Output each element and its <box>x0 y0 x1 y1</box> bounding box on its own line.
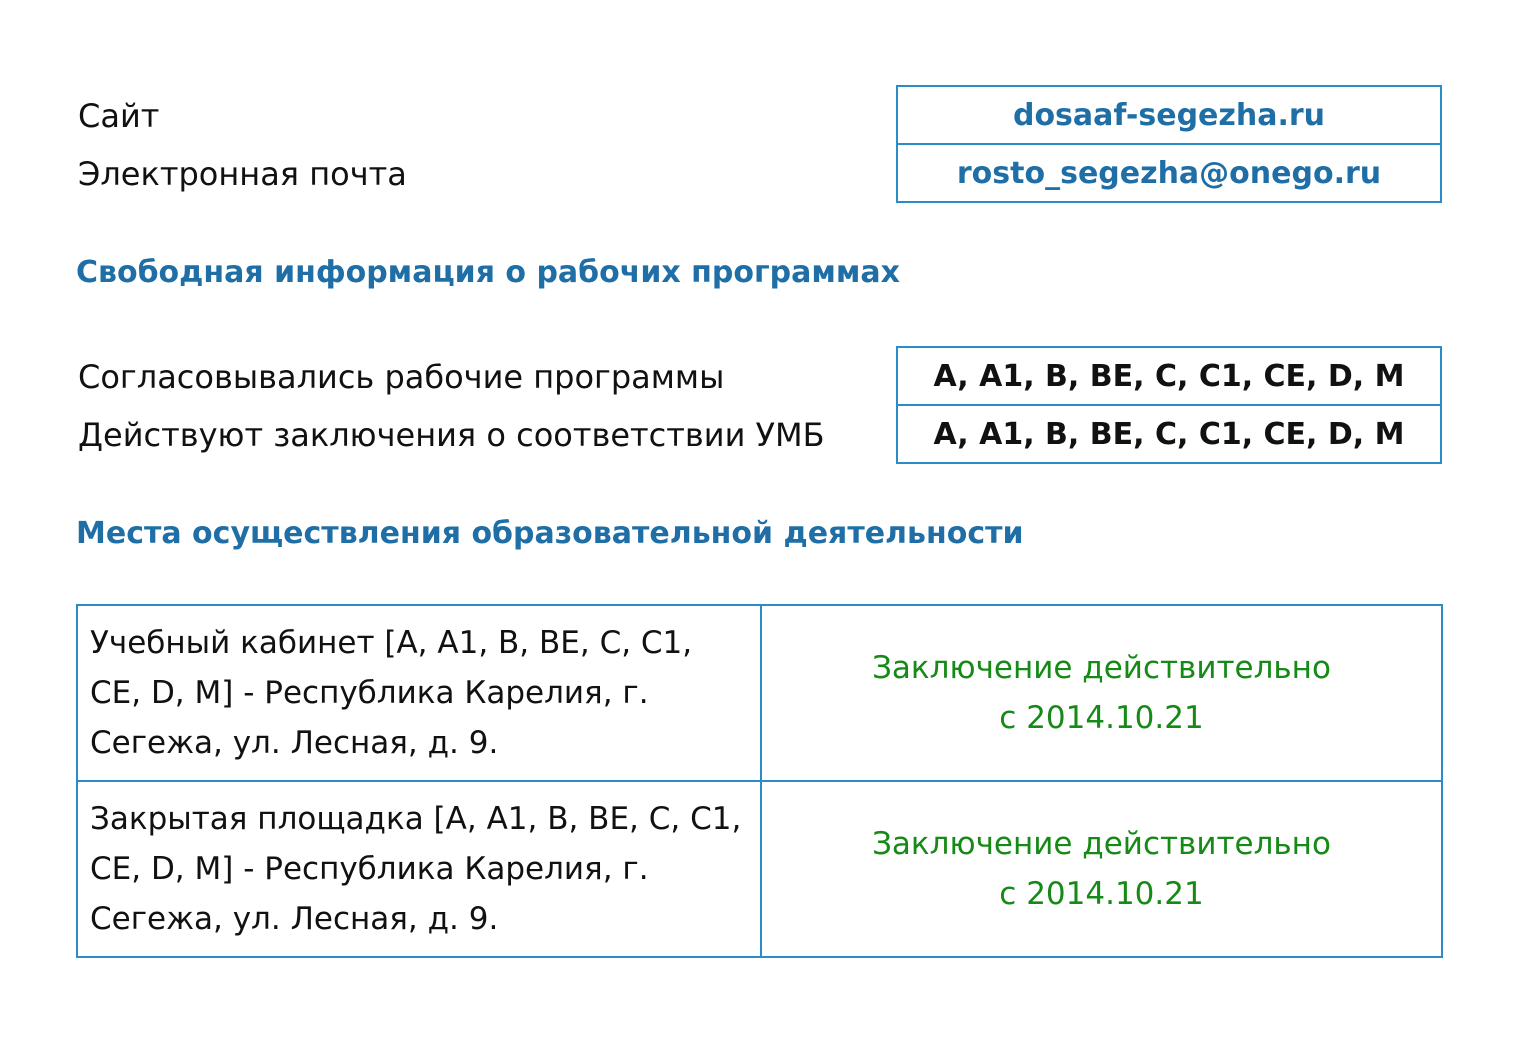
places-table <box>76 604 1443 958</box>
place-status-cell <box>761 605 1442 781</box>
status-text: Заключение действительно <box>872 826 1331 862</box>
email-link[interactable]: rosto_segezha@onego.ru <box>898 143 1440 201</box>
status-date: с 2014.10.21 <box>999 700 1204 736</box>
place-status-cell <box>761 781 1442 957</box>
umb-conclusions-label: Действуют заключения о соответствии УМБ <box>78 416 825 454</box>
contacts-value-box <box>896 85 1442 203</box>
umb-conclusions-value: A, A1, B, BE, C, C1, CE, D, M <box>898 404 1440 462</box>
site-link[interactable]: dosaaf-segezha.ru <box>1012 97 1326 133</box>
places-section-title: Места осуществления образовательной деятельности <box>76 516 1024 551</box>
status-date: с 2014.10.21 <box>999 876 1204 912</box>
table-row <box>77 781 1442 957</box>
agreed-programs-value: A, A1, B, BE, C, C1, CE, D, M <box>933 358 1405 394</box>
agreed-programs-label: Согласовывались рабочие программы <box>78 358 725 396</box>
status-text: Заключение действительно <box>872 650 1331 686</box>
site-label: Сайт <box>78 97 160 135</box>
place-name-cell: Закрытая площадка [A, A1, B, BE, C, C1, CE, D, M] - Республика Карелия, г. Сегежа, ул. Лесная, д. 9. <box>77 781 761 957</box>
programs-value-box <box>896 346 1442 464</box>
programs-section-title: Свободная информация о рабочих программах <box>76 255 900 290</box>
table-row <box>77 605 1442 781</box>
place-name-cell: Учебный кабинет [A, A1, B, BE, C, C1, CE, D, M] - Республика Карелия, г. Сегежа, ул. Лесная, д. 9. <box>77 605 761 781</box>
email-label: Электронная почта <box>78 155 407 193</box>
